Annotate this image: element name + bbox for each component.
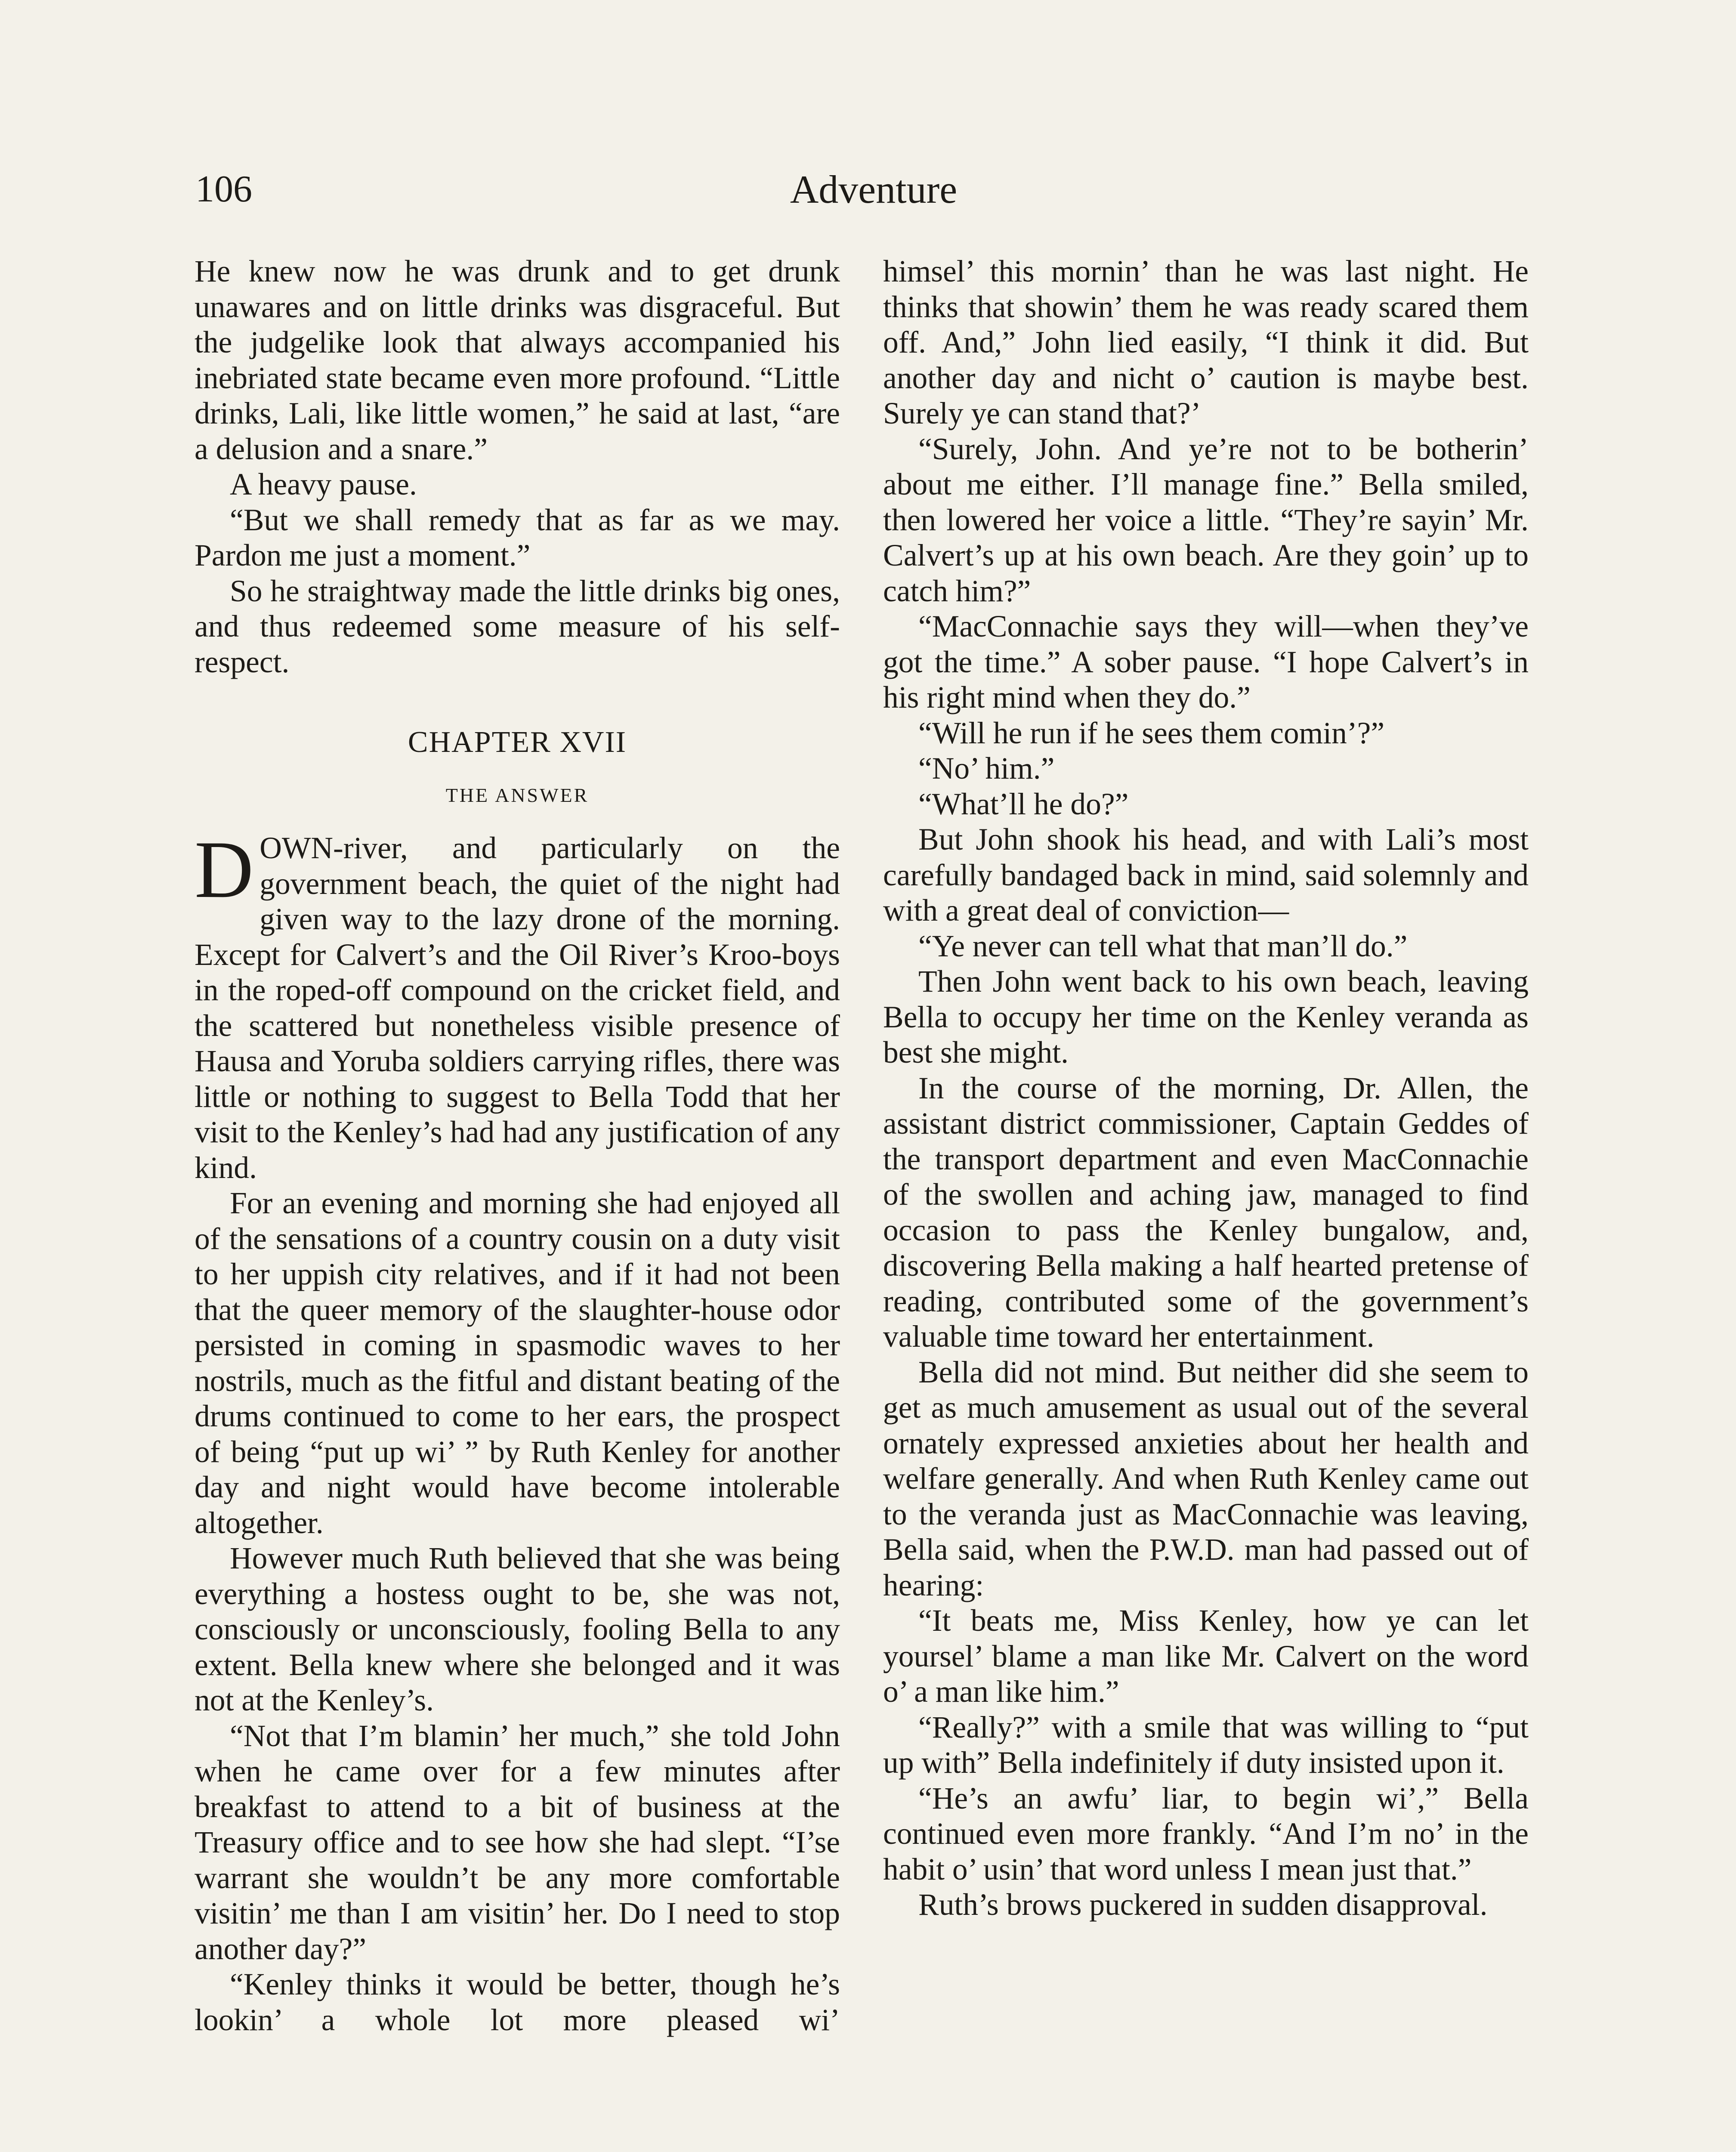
paragraph: “What’ll he do?” — [918, 787, 1129, 821]
chapter-subtitle: THE ANSWER — [445, 784, 589, 806]
paragraph: “Ye never can tell what that man’ll do.” — [918, 929, 1408, 963]
paragraph: “Surely, John. And ye’re not to be botherin’ about me either. I’ll manage fine.” Bella smiled, then lowered her voice a little. “They’re sayin’ Mr. Calvert’s up at his own beach. Are they goin’ up to catch him?” — [883, 432, 1529, 608]
paragraph: himsel’ this mornin’ than he was last night. He thinks that showin’ them he was ready scared them off. And,” John lied easily, “I think it did. But another day and nicht o’ caution is maybe best. Surely ye can stand that?’ — [883, 254, 1529, 430]
paragraph: “No’ him.” — [918, 751, 1055, 785]
paragraph: “But we shall remedy that as far as we may. Pardon me just a moment.” — [195, 503, 840, 572]
paragraph: “It beats me, Miss Kenley, how ye can let yoursel’ blame a man like Mr. Calvert on the word o’ a man like him.” — [883, 1604, 1529, 1709]
paragraph: “MacConnachie says they will—when they’ve got the time.” A sober pause. “I hope Calvert’s in his right mind when they do.” — [883, 609, 1529, 714]
running-title-text: Adventure — [790, 167, 958, 211]
paragraph: A heavy pause. — [230, 467, 417, 501]
paragraph: Then John went back to his own beach, leaving Bella to occupy her time on the Kenley veranda as best she might. — [883, 965, 1529, 1070]
paragraph: But John shook his head, and with Lali’s most carefully bandaged back in mind, said solemnly and with a great deal of conviction— — [883, 822, 1529, 928]
page-number: 106 — [195, 168, 252, 210]
drop-cap: D — [195, 825, 254, 915]
paragraph: He knew now he was drunk and to get drunk unawares and on little drinks was disgraceful. But the judgelike look that always accompanied his inebriated state became even more profound. “Little drinks, Lali, like little women,” he said at last, “are a delusion and a snare.” — [195, 254, 840, 466]
chapter-heading: CHAPTER XVII — [408, 726, 627, 759]
opening-text: OWN-river, and particularly on the government beach, the quiet of the night had given way to the lazy drone of the morning. Except for Calvert’s and the Oil River’s Kroo-boys in the roped-off compound on the cricket field, and the scattered but nonetheless visible presence of Hausa and Yoruba soldiers carrying rifles, there was little or nothing to suggest to Bella Todd that her visit to the Kenley’s had had any justification of any kind. — [195, 831, 840, 1185]
paragraph: So he straightway made the little drinks big ones, and thus redeemed some measure of his self-respect. — [195, 574, 840, 679]
paragraph: “Not that I’m blamin’ her much,” she told John when he came over for a few minutes after breakfast to attend to a bit of business at the Treasury office and to see how she had slept. “I’se warrant she wouldn’t be any more comfortable visitin’ me than I am visitin’ her. Do I need to stop another day?” — [195, 1719, 840, 1966]
paragraph: “He’s an awfu’ liar, to begin wi’,” Bella continued even more frankly. “And I’m no’ in the habit o’ usin’ that word unless I mean just that.” — [883, 1781, 1529, 1886]
running-title — [0, 159, 1736, 220]
paragraph: For an evening and morning she had enjoyed all of the sensations of a country cousin on a duty visit to her uppish city relatives, and if it had not been that the queer memory of the slaughter-house odor persisted in coming in spasmodic waves to her nostrils, much as the fitful and distant beating of the drums continued to come to her ears, the prospect of being “put up wi’ ” by Ruth Kenley for another day and night would have become intolerable altogether. — [195, 1186, 840, 1540]
chapter-opening-paragraph — [195, 825, 840, 1186]
paragraph: However much Ruth believed that she was being everything a hostess ought to be, she was not, consciously or unconsciously, fooling Bella to any extent. Bella knew where she belonged and it was not at the Kenley’s. — [195, 1541, 840, 1717]
page-header — [0, 159, 1736, 220]
paragraph: In the course of the morning, Dr. Allen, the assistant district commissioner, Captain Geddes of the transport department and even MacConnachie of the swollen and aching jaw, managed to find occasion to pass the Kenley bungalow, and, discovering Bella making a half hearted pretense of reading, contributed some of the government’s valuable time toward her entertainment. — [883, 1071, 1529, 1354]
left-column — [195, 254, 840, 2038]
paragraph: Ruth’s brows puckered in sudden disapproval. — [918, 1888, 1488, 1922]
right-column — [883, 254, 1529, 1923]
paragraph: “Kenley thinks it would be better, though he’s lookin’ a whole lot more pleased wi’ — [195, 1967, 840, 2037]
paragraph: “Really?” with a smile that was willing to “put up with” Bella indefinitely if duty insisted upon it. — [883, 1710, 1529, 1780]
paragraph: “Will he run if he sees them comin’?” — [918, 716, 1385, 750]
paragraph: Bella did not mind. But neither did she seem to get as much amusement as usual out of the several ornately expressed anxieties about her health and welfare generally. And when Ruth Kenley came out to the veranda just as MacConnachie was leaving, Bella said, when the P.W.D. man had passed out of hearing: — [883, 1355, 1529, 1602]
